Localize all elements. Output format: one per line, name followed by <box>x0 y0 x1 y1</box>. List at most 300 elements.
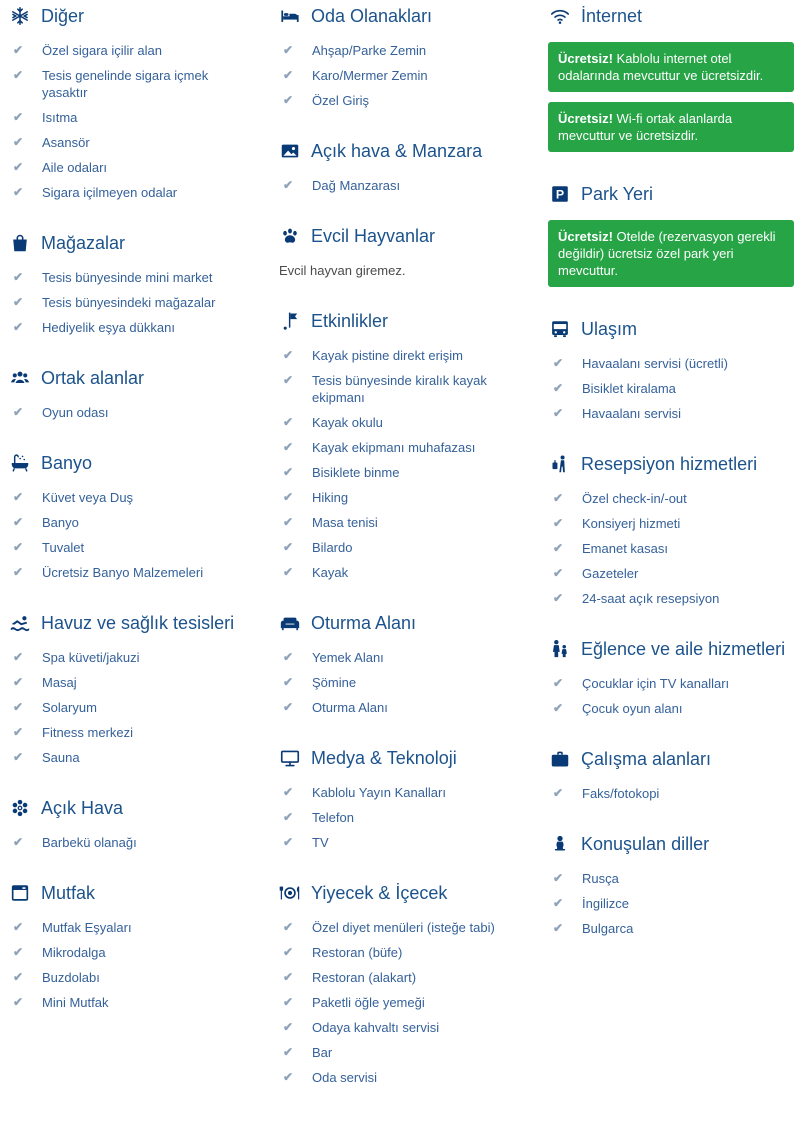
facility-item-label: Bisiklete binme <box>312 465 400 480</box>
facility-section <box>8 451 260 581</box>
facility-item-label: Özel diyet menüleri (isteğe tabi) <box>312 920 495 935</box>
section-header <box>278 309 530 333</box>
facility-item <box>8 514 260 531</box>
section-title: Eğlence ve aile hizmetleri <box>581 639 786 659</box>
facility-item <box>548 700 794 717</box>
check-icon: ✔ <box>553 566 564 580</box>
facility-item-label: Masaj <box>42 675 77 690</box>
facility-item-label: Karo/Mermer Zemin <box>312 68 428 83</box>
facility-item <box>278 944 530 961</box>
facility-section <box>8 881 260 1011</box>
bathtub-icon <box>8 451 32 475</box>
check-icon: ✔ <box>553 921 564 935</box>
check-icon: ✔ <box>283 1070 294 1084</box>
section-header <box>278 746 530 770</box>
facility-item-label: Spa küveti/jakuzi <box>42 650 140 665</box>
facility-item-label: Mikrodalga <box>42 945 106 960</box>
facility-item-label: Konsiyerj hizmeti <box>582 516 681 531</box>
facility-item <box>8 724 260 741</box>
facility-item <box>8 674 260 691</box>
facility-item <box>8 699 260 716</box>
check-icon: ✔ <box>13 835 24 849</box>
facility-item <box>8 269 260 286</box>
facility-item-label: Bilardo <box>312 540 353 555</box>
facility-item <box>8 109 260 126</box>
check-icon: ✔ <box>13 110 24 124</box>
facility-item <box>278 699 530 716</box>
section-header <box>278 4 530 28</box>
flower-icon <box>8 796 32 820</box>
facility-list <box>8 489 260 581</box>
facility-item-label: Kablolu Yayın Kanalları <box>312 785 446 800</box>
section-title: Medya & Teknoloji <box>311 748 457 768</box>
check-icon: ✔ <box>283 835 294 849</box>
check-icon: ✔ <box>13 970 24 984</box>
facility-item <box>278 92 530 109</box>
facility-list <box>8 649 260 766</box>
section-title: Ortak alanlar <box>41 368 145 388</box>
check-icon: ✔ <box>283 995 294 1009</box>
facility-item <box>278 464 530 481</box>
check-icon: ✔ <box>283 700 294 714</box>
facility-item-label: TV <box>312 835 329 850</box>
facility-item <box>8 134 260 151</box>
facility-item <box>278 539 530 556</box>
section-header <box>8 451 260 475</box>
facility-item-label: Şömine <box>312 675 357 690</box>
oven-icon <box>8 881 32 905</box>
section-title: Mağazalar <box>41 233 126 253</box>
facility-item <box>278 919 530 936</box>
sofa-icon <box>278 611 302 635</box>
section-title: Diğer <box>41 6 85 26</box>
facility-item-label: Bar <box>312 1045 333 1060</box>
facility-item-label: Mini Mutfak <box>42 995 109 1010</box>
facility-item-label: Kayak pistine direkt erişim <box>312 348 463 363</box>
facility-section <box>278 746 530 851</box>
facility-item <box>8 919 260 936</box>
facility-item <box>278 372 530 406</box>
facility-list <box>548 675 794 717</box>
facility-item-label: Sigara içilmeyen odalar <box>42 185 178 200</box>
facility-item-label: Özel check-in/-out <box>582 491 687 506</box>
check-icon: ✔ <box>13 995 24 1009</box>
facility-section <box>548 182 794 287</box>
facility-list <box>278 919 530 1086</box>
facility-item <box>278 649 530 666</box>
check-icon: ✔ <box>13 700 24 714</box>
free-notice-badge <box>548 42 794 92</box>
check-icon: ✔ <box>283 675 294 689</box>
check-icon: ✔ <box>283 565 294 579</box>
check-icon: ✔ <box>13 725 24 739</box>
column-2 <box>278 4 530 1116</box>
facility-list <box>8 42 260 201</box>
check-icon: ✔ <box>13 135 24 149</box>
facility-item-label: 24-saat açık resepsiyon <box>582 591 720 606</box>
check-icon: ✔ <box>13 675 24 689</box>
free-notice-badge <box>548 220 794 287</box>
facility-section <box>548 832 794 937</box>
free-notice-text: Otelde (rezervasyon gerekli değildir) ücretsiz özel park yeri mevcuttur. <box>558 229 776 278</box>
facility-item-label: Tuvalet <box>42 540 85 555</box>
facility-item <box>8 489 260 506</box>
facility-list <box>548 355 794 422</box>
facility-item-label: Telefon <box>312 810 354 825</box>
check-icon: ✔ <box>553 591 564 605</box>
facility-list <box>278 649 530 716</box>
check-icon: ✔ <box>13 515 24 529</box>
facility-item-label: Aile odaları <box>42 160 108 175</box>
facility-item <box>278 514 530 531</box>
facility-item-label: Yemek Alanı <box>312 650 384 665</box>
section-title: Çalışma alanları <box>581 749 712 769</box>
check-icon: ✔ <box>13 270 24 284</box>
facility-list <box>278 347 530 581</box>
facility-item-label: Emanet kasası <box>582 541 668 556</box>
facility-item-label: Kayak <box>312 565 349 580</box>
facility-item <box>548 355 794 372</box>
facility-item-label: Solaryum <box>42 700 97 715</box>
golf-flag-icon <box>278 309 302 333</box>
section-header <box>278 881 530 905</box>
facility-item <box>8 994 260 1011</box>
facility-item-label: Rusça <box>582 871 619 886</box>
facility-item <box>278 67 530 84</box>
free-notice-bold: Ücretsiz! <box>558 111 613 126</box>
facility-item-label: Oyun odası <box>42 405 109 420</box>
facility-section <box>278 4 530 109</box>
facility-item <box>8 319 260 336</box>
bus-icon <box>548 317 572 341</box>
facility-item-label: Barbekü olanağı <box>42 835 137 850</box>
section-header <box>8 366 260 390</box>
facility-item-label: Isıtma <box>42 110 78 125</box>
facility-item-label: Asansör <box>42 135 90 150</box>
facility-section <box>278 881 530 1086</box>
facility-item <box>548 895 794 912</box>
check-icon: ✔ <box>13 295 24 309</box>
facility-section <box>278 224 530 279</box>
facility-item <box>8 834 260 851</box>
check-icon: ✔ <box>283 178 294 192</box>
facility-item-label: Bulgarca <box>582 921 634 936</box>
facility-item <box>278 42 530 59</box>
section-header <box>8 796 260 820</box>
free-notice-badge <box>548 102 794 152</box>
check-icon: ✔ <box>13 490 24 504</box>
section-title: Resepsiyon hizmetleri <box>581 454 758 474</box>
facility-list <box>548 490 794 607</box>
check-icon: ✔ <box>13 405 24 419</box>
facility-section <box>8 4 260 201</box>
facility-list <box>548 870 794 937</box>
facility-item-label: Çocuk oyun alanı <box>582 701 683 716</box>
facility-item-label: Küvet veya Duş <box>42 490 134 505</box>
section-title: Konuşulan diller <box>581 834 710 854</box>
check-icon: ✔ <box>553 356 564 370</box>
facility-item-label: Çocuklar için TV kanalları <box>582 676 730 691</box>
check-icon: ✔ <box>283 415 294 429</box>
section-header <box>548 747 794 771</box>
check-icon: ✔ <box>283 540 294 554</box>
facility-list <box>8 404 260 421</box>
facility-item <box>278 809 530 826</box>
facility-item <box>8 944 260 961</box>
check-icon: ✔ <box>13 920 24 934</box>
languages-icon <box>548 832 572 856</box>
facility-item <box>548 590 794 607</box>
facility-list <box>548 785 794 802</box>
check-icon: ✔ <box>553 701 564 715</box>
section-title: Oda Olanakları <box>311 6 433 26</box>
facility-section <box>8 611 260 766</box>
check-icon: ✔ <box>283 970 294 984</box>
wifi-icon <box>548 4 572 28</box>
facility-item-label: Oturma Alanı <box>312 700 388 715</box>
check-icon: ✔ <box>553 406 564 420</box>
section-title: Park Yeri <box>581 184 654 204</box>
facility-item-label: Hiking <box>312 490 349 505</box>
facility-item-label: Hediyelik eşya dükkanı <box>42 320 175 335</box>
facility-section <box>278 309 530 581</box>
facility-item-label: İngilizce <box>582 896 629 911</box>
check-icon: ✔ <box>283 785 294 799</box>
check-icon: ✔ <box>283 93 294 107</box>
facility-item-label: Özel Giriş <box>312 93 370 108</box>
facility-item <box>548 515 794 532</box>
free-notice-bold: Ücretsiz! <box>558 51 613 66</box>
section-header <box>278 611 530 635</box>
section-title: Oturma Alanı <box>311 613 417 633</box>
facility-item-label: Ahşap/Parke Zemin <box>312 43 427 58</box>
facility-item <box>548 785 794 802</box>
family-icon <box>548 637 572 661</box>
section-note: Evcil hayvan giremez. <box>279 263 406 278</box>
facility-section <box>278 139 530 194</box>
facility-item-label: Havaalanı servisi <box>582 406 681 421</box>
check-icon: ✔ <box>13 750 24 764</box>
facility-item-label: Kayak ekipmanı muhafazası <box>312 440 476 455</box>
facility-item <box>278 994 530 1011</box>
section-header <box>278 224 530 248</box>
reception-icon <box>548 452 572 476</box>
facility-item <box>8 404 260 421</box>
column-1 <box>8 4 260 1116</box>
facility-item <box>278 1019 530 1036</box>
parking-icon <box>548 182 572 206</box>
facility-list <box>8 834 260 851</box>
facility-item <box>278 414 530 431</box>
facility-list <box>278 177 530 194</box>
facility-list <box>278 784 530 851</box>
check-icon: ✔ <box>283 1045 294 1059</box>
facility-item-label: Dağ Manzarası <box>312 178 401 193</box>
section-header <box>548 832 794 856</box>
facility-item <box>278 564 530 581</box>
facility-section <box>548 452 794 607</box>
swimmer-icon <box>8 611 32 635</box>
facility-item-label: Tesis bünyesindeki mağazalar <box>42 295 216 310</box>
section-header <box>548 317 794 341</box>
facility-item <box>8 969 260 986</box>
check-icon: ✔ <box>283 515 294 529</box>
section-header <box>8 611 260 635</box>
monitor-icon <box>278 746 302 770</box>
check-icon: ✔ <box>13 565 24 579</box>
facility-item-label: Fitness merkezi <box>42 725 134 740</box>
free-notice-bold: Ücretsiz! <box>558 229 613 244</box>
section-title: Yiyecek & İçecek <box>311 883 448 903</box>
bed-icon <box>278 4 302 28</box>
facility-item <box>278 439 530 456</box>
check-icon: ✔ <box>13 945 24 959</box>
check-icon: ✔ <box>553 676 564 690</box>
facility-item <box>8 749 260 766</box>
section-title: Mutfak <box>41 883 96 903</box>
section-header <box>8 881 260 905</box>
facility-item-label: Ücretsiz Banyo Malzemeleri <box>42 565 204 580</box>
check-icon: ✔ <box>13 160 24 174</box>
check-icon: ✔ <box>13 185 24 199</box>
section-header <box>548 452 794 476</box>
snowflake-icon <box>8 4 32 28</box>
section-header <box>548 4 794 28</box>
facility-item-label: Havaalanı servisi (ücretli) <box>582 356 728 371</box>
section-title: İnternet <box>581 6 643 26</box>
check-icon: ✔ <box>13 68 24 82</box>
check-icon: ✔ <box>13 43 24 57</box>
check-icon: ✔ <box>283 43 294 57</box>
facility-item-label: Mutfak Eşyaları <box>42 920 132 935</box>
facility-item <box>278 969 530 986</box>
check-icon: ✔ <box>283 490 294 504</box>
check-icon: ✔ <box>283 920 294 934</box>
facility-item <box>278 784 530 801</box>
facility-item <box>548 540 794 557</box>
facility-item <box>8 67 260 101</box>
facility-item-label: Tesis bünyesinde mini market <box>42 270 213 285</box>
column-3 <box>548 4 794 1116</box>
facility-list <box>278 42 530 109</box>
check-icon: ✔ <box>283 810 294 824</box>
shopping-bag-icon <box>8 231 32 255</box>
facility-item <box>278 1069 530 1086</box>
check-icon: ✔ <box>283 440 294 454</box>
facility-item-label: Faks/fotokopi <box>582 786 660 801</box>
check-icon: ✔ <box>283 650 294 664</box>
check-icon: ✔ <box>283 68 294 82</box>
facility-item <box>548 565 794 582</box>
facility-item <box>8 294 260 311</box>
facility-item <box>278 489 530 506</box>
section-title: Havuz ve sağlık tesisleri <box>41 613 235 633</box>
facility-item <box>278 674 530 691</box>
facility-item-label: Masa tenisi <box>312 515 378 530</box>
facility-item-label: Paketli öğle yemeği <box>312 995 425 1010</box>
facility-item-label: Restoran (büfe) <box>312 945 403 960</box>
facility-item <box>8 184 260 201</box>
section-header <box>548 637 794 661</box>
facility-item <box>278 1044 530 1061</box>
facility-section <box>8 366 260 421</box>
facility-item-label: Sauna <box>42 750 80 765</box>
facility-section <box>548 747 794 802</box>
facility-item <box>548 870 794 887</box>
facility-section <box>548 637 794 717</box>
check-icon: ✔ <box>13 320 24 334</box>
facility-item <box>8 42 260 59</box>
facility-item <box>8 649 260 666</box>
facility-item-label: Buzdolabı <box>42 970 100 985</box>
check-icon: ✔ <box>13 650 24 664</box>
facility-item-label: Odaya kahvaltı servisi <box>312 1020 440 1035</box>
facility-list <box>8 919 260 1011</box>
check-icon: ✔ <box>283 465 294 479</box>
free-notice-text: Kablolu internet otel odalarında mevcuttur ve ücretsizdir. <box>558 51 764 83</box>
section-title: Ulaşım <box>581 319 638 339</box>
check-icon: ✔ <box>283 945 294 959</box>
facility-item <box>548 490 794 507</box>
check-icon: ✔ <box>283 1020 294 1034</box>
facility-item-label: Tesis bünyesinde kiralık kayak ekipmanı <box>312 373 487 405</box>
check-icon: ✔ <box>553 896 564 910</box>
section-title: Açık Hava <box>41 798 124 818</box>
check-icon: ✔ <box>553 786 564 800</box>
free-notice-text: Wi-fi ortak alanlarda mevcuttur ve ücretsizdir. <box>558 111 733 143</box>
check-icon: ✔ <box>553 516 564 530</box>
facility-item <box>278 834 530 851</box>
facility-item <box>278 347 530 364</box>
check-icon: ✔ <box>553 871 564 885</box>
check-icon: ✔ <box>283 348 294 362</box>
facility-item <box>278 177 530 194</box>
facility-section <box>548 4 794 152</box>
facility-item <box>548 675 794 692</box>
check-icon: ✔ <box>553 491 564 505</box>
facility-item-label: Bisiklet kiralama <box>582 381 676 396</box>
facility-item-label: Oda servisi <box>312 1070 378 1085</box>
facility-item <box>8 564 260 581</box>
svg-text:P: P <box>555 187 565 202</box>
section-header <box>8 4 260 28</box>
facility-section <box>8 231 260 336</box>
facility-item-label: Özel sigara içilir alan <box>42 43 162 58</box>
briefcase-icon <box>548 747 572 771</box>
facility-item <box>548 920 794 937</box>
dining-icon <box>278 881 302 905</box>
section-title: Banyo <box>41 453 93 473</box>
check-icon: ✔ <box>553 541 564 555</box>
check-icon: ✔ <box>13 540 24 554</box>
facility-item-label: Restoran (alakart) <box>312 970 417 985</box>
facility-item-label: Tesis genelinde sigara içmek yasaktır <box>42 68 209 100</box>
picture-icon <box>278 139 302 163</box>
section-header <box>548 182 794 206</box>
people-icon <box>8 366 32 390</box>
facility-item <box>548 405 794 422</box>
section-header <box>8 231 260 255</box>
facility-item-label: Banyo <box>42 515 79 530</box>
facility-section <box>548 317 794 422</box>
check-icon: ✔ <box>283 373 294 387</box>
paw-icon <box>278 224 302 248</box>
facility-item <box>8 159 260 176</box>
facility-item <box>548 380 794 397</box>
section-title: Evcil Hayvanlar <box>311 226 436 246</box>
facility-section <box>8 796 260 851</box>
check-icon: ✔ <box>553 381 564 395</box>
